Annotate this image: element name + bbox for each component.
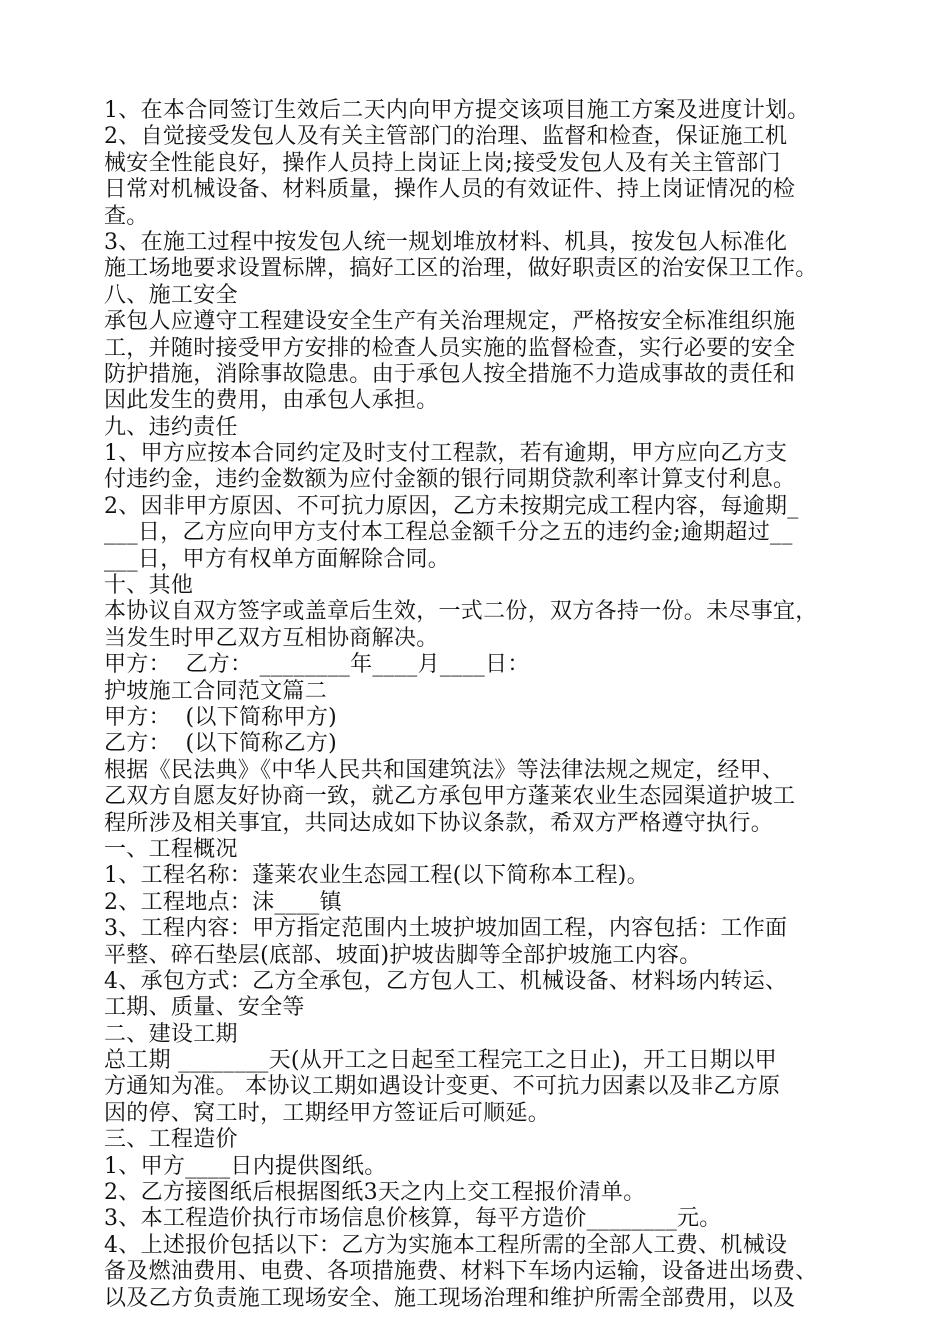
text-line: 程所涉及相关事宜，共同达成如下协议条款，希双方严格遵守执行。 — [104, 810, 774, 836]
text-line: 1、甲方____日内提供图纸。 — [104, 1153, 387, 1179]
text-line: 查。 — [104, 203, 149, 229]
party-b-line: 乙方： (以下简称乙方) — [104, 731, 338, 757]
text-line: 3、工程内容：甲方指定范围内土坡护坡加固工程，内容包括：工作面 — [104, 916, 788, 942]
text-line: 以及乙方负责施工现场安全、施工现场治理和维护所需全部费用，以及 — [104, 1285, 796, 1311]
section-heading: 二、建设工期 — [104, 1021, 238, 1047]
text-line: 当发生时甲乙双方互相协商解决。 — [104, 625, 439, 651]
text-line: ___日，甲方有权单方面解除合同。 — [104, 546, 451, 572]
text-line: 2、工程地点：沫____镇 — [104, 889, 342, 915]
text-line: 付违约金，违约金数额为应付金额的银行同期贷款利率计算支付利息。 — [104, 467, 796, 493]
text-line: 承包人应遵守工程建设安全生产有关治理规定，严格按安全标准组织施 — [104, 309, 796, 335]
text-line: 3、本工程造价执行市场信息价核算，每平方造价________元。 — [104, 1206, 722, 1232]
text-line: 施工场地要求设置标牌，搞好工区的治理，做好职责区的治安保卫工作。 — [104, 256, 818, 282]
text-line: 2、乙方接图纸后根据图纸3天之内上交工程报价清单。 — [104, 1180, 646, 1206]
text-line: 因此发生的费用，由承包人承担。 — [104, 388, 439, 414]
text-line: 4、承包方式：乙方全承包，乙方包人工、机械设备、材料场内转运、 — [104, 968, 788, 994]
section-heading: 一、工程概况 — [104, 836, 238, 862]
text-line: 备及燃油费用、电费、各项措施费、材料下车场内运输，设备进出场费、 — [104, 1259, 818, 1285]
text-line: 根据《民法典》《中华人民共和国建筑法》等法律法规之规定，经甲、 — [104, 757, 785, 783]
section-heading: 十、其他 — [104, 573, 194, 599]
section-heading: 八、施工安全 — [104, 282, 238, 308]
section-heading: 三、工程造价 — [104, 1127, 238, 1153]
text-line: 2、自觉接受发包人及有关主管部门的治理、监督和检查，保证施工机 — [104, 124, 788, 150]
text-line: 防护措施，消除事故隐患。由于承包人按全措施不力造成事故的责任和 — [104, 361, 796, 387]
text-line: 2、因非甲方原因、不可抗力原因，乙方未按期完成工程内容，每逾期_ — [104, 493, 799, 519]
text-line: 方通知为准。 本协议工期如遇设计变更、不可抗力因素以及非乙方原 — [104, 1074, 781, 1100]
text-line: 4、上述报价包括以下：乙方为实施本工程所需的全部人工费、机械设 — [104, 1232, 788, 1258]
text-line: 总工期 ________天(从开工之日起至工程完工之日止)，开工日期以甲 — [104, 1048, 777, 1074]
text-line: 本协议自双方签字或盖章后生效，一式二份，双方各持一份。未尽事宜， — [104, 599, 818, 625]
text-line: 1、在本合同签订生效后二天内向甲方提交该项目施工方案及进度计划。 — [104, 98, 810, 123]
document-subtitle: 护坡施工合同范文篇二 — [104, 678, 328, 704]
text-line: 日常对机械设备、材料质量，操作人员的有效证件、持上岗证情况的检 — [104, 177, 796, 203]
text-line: 工，并随时接受甲方安排的检查人员实施的监督检查，实行必要的安全 — [104, 335, 796, 361]
party-a-line: 甲方： (以下简称甲方) — [104, 704, 338, 730]
text-line: 因的停、窝工时，工期经甲方签证后可顺延。 — [104, 1100, 551, 1126]
text-line: 平整、碎石垫层(底部、坡面)护坡齿脚等全部护坡施工内容。 — [104, 942, 702, 968]
text-line: 3、在施工过程中按发包人统一规划堆放材料、机具，按发包人标准化 — [104, 229, 788, 255]
text-line: 械安全性能良好，操作人员持上岗证上岗;接受发包人及有关主管部门 — [104, 150, 781, 176]
text-line: 1、工程名称：蓬莱农业生态园工程(以下简称本工程)。 — [104, 863, 649, 889]
text-line: ___日，乙方应向甲方支付本工程总金额千分之五的违约金;逾期超过__ — [104, 520, 793, 546]
text-line: 1、甲方应按本合同约定及时支付工程款，若有逾期，甲方应向乙方支 — [104, 441, 788, 467]
text-line: 乙双方自愿友好协商一致，就乙方承包甲方蓬莱农业生态园渠道护坡工 — [104, 784, 796, 810]
signature-line: 甲方： 乙方： ________年____月____日： — [104, 652, 530, 678]
section-heading: 九、违约责任 — [104, 414, 238, 440]
document-page — [104, 98, 864, 1312]
text-line: 工期、质量、安全等 — [104, 995, 305, 1021]
